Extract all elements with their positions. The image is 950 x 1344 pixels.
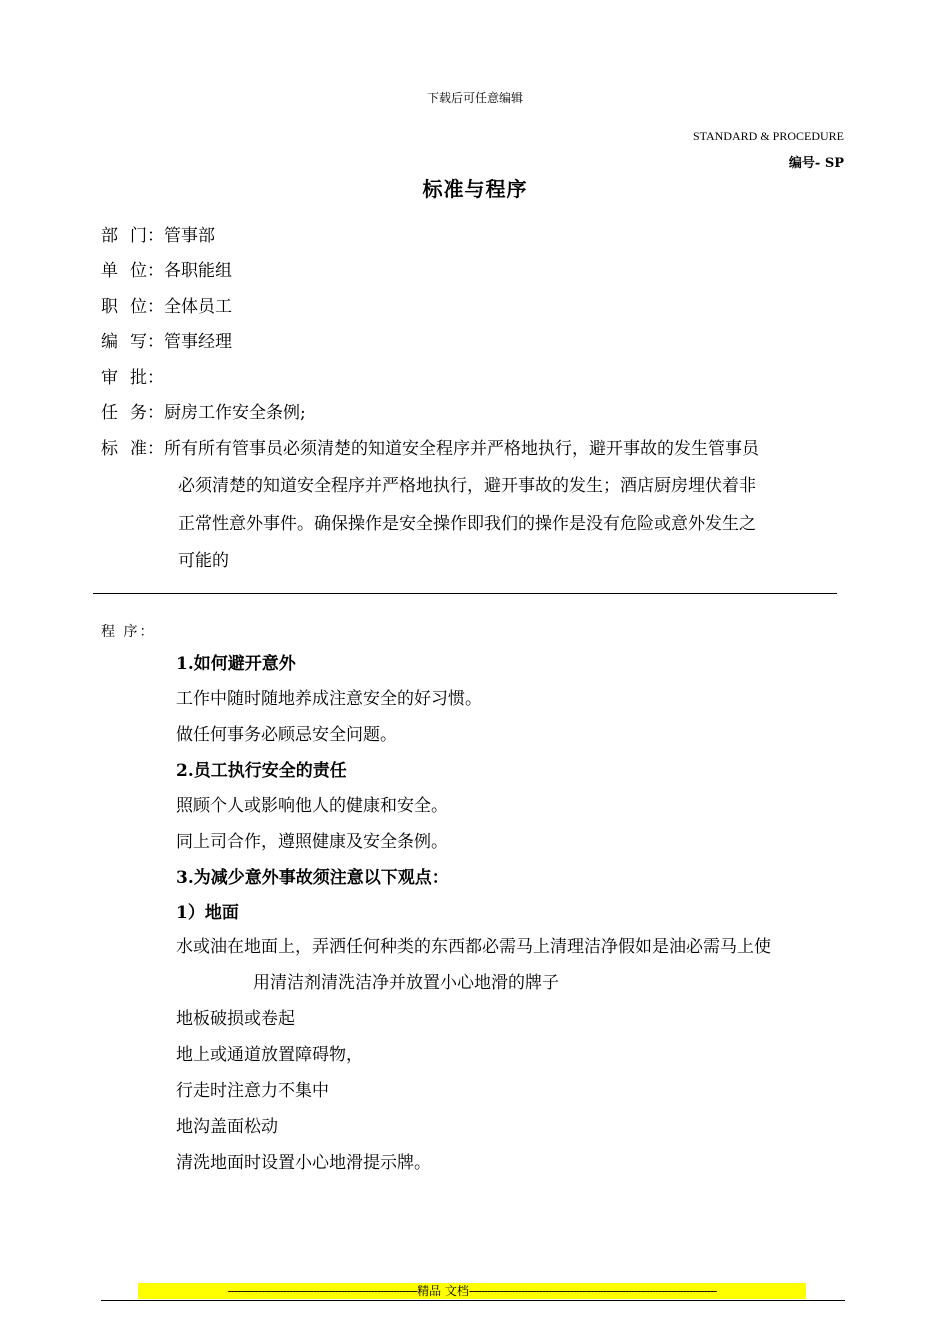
field-colon: ： bbox=[147, 226, 164, 246]
field-label: 部门 bbox=[101, 226, 147, 246]
field-position bbox=[101, 295, 232, 319]
footer-dashes-left: -------------------------------------------------------------- bbox=[227, 1284, 418, 1298]
procedure-line: 照顾个人或影响他人的健康和安全。 bbox=[176, 796, 448, 816]
procedure-line: 清洗地面时设置小心地滑提示牌。 bbox=[176, 1153, 431, 1173]
procedure-heading: 3.为减少意外事故须注意以下观点： bbox=[176, 868, 449, 888]
field-label: 职位 bbox=[101, 297, 147, 317]
field-label: 任务 bbox=[101, 403, 147, 423]
top-note: 下载后可任意编辑 bbox=[426, 91, 523, 105]
field-value: 各职能组 bbox=[164, 261, 232, 281]
procedure-line: 工作中随时随地养成注意安全的好习惯。 bbox=[176, 689, 482, 709]
field-value: 厨房工作安全条例; bbox=[164, 403, 306, 423]
field-label: 编写 bbox=[101, 332, 147, 352]
procedure-heading: 2.员工执行安全的责任 bbox=[176, 761, 347, 781]
field-colon: ： bbox=[147, 403, 164, 423]
field-standard bbox=[101, 437, 759, 461]
standard-line: 可能的 bbox=[178, 551, 229, 571]
field-unit bbox=[101, 259, 232, 283]
procedure-heading: 1）地面 bbox=[176, 903, 239, 923]
document-title: 标准与程序 bbox=[422, 177, 528, 201]
field-colon: ： bbox=[147, 439, 164, 459]
procedure-label: 程 序： bbox=[101, 624, 156, 640]
footer-text: 精品 文档 bbox=[417, 1284, 469, 1298]
field-task bbox=[101, 401, 306, 425]
footer-dashes-right: --------------------------------------------------------------------------------- bbox=[468, 1284, 717, 1298]
standard-line: 必须清楚的知道安全程序并严格地执行，避开事故的发生；酒店厨房埋伏着非 bbox=[178, 476, 756, 496]
procedure-line: 行走时注意力不集中 bbox=[176, 1081, 329, 1101]
procedure-line: 做任何事务必顾忌安全问题。 bbox=[176, 725, 397, 745]
standard-line: 正常性意外事件。确保操作是安全操作即我们的操作是没有危险或意外发生之 bbox=[178, 514, 756, 534]
procedure-heading: 1.如何避开意外 bbox=[176, 654, 296, 674]
field-colon: ： bbox=[147, 261, 164, 281]
procedure-line: 水或油在地面上，弄洒任何种类的东西都必需马上清理洁净假如是油必需马上使 bbox=[176, 937, 771, 957]
procedure-line: 地沟盖面松动 bbox=[176, 1117, 278, 1137]
field-approval bbox=[101, 366, 164, 390]
field-colon: ： bbox=[147, 297, 164, 317]
standard-line: 所有所有管事员必须清楚的知道安全程序并严格地执行，避开事故的发生管事员 bbox=[164, 439, 759, 459]
field-label: 审批 bbox=[101, 368, 147, 388]
field-value: 全体员工 bbox=[164, 297, 232, 317]
procedure-line: 用清洁剂清洗洁净并放置小心地滑的牌子 bbox=[253, 973, 559, 993]
procedure-line: 地板破损或卷起 bbox=[176, 1009, 295, 1029]
code-number: 编号- SP bbox=[788, 156, 844, 171]
standard-procedure-label: STANDARD & PROCEDURE bbox=[692, 129, 844, 143]
footer-highlight bbox=[138, 1283, 806, 1299]
procedure-line: 地上或通道放置障碍物， bbox=[176, 1045, 363, 1065]
procedure-line: 同上司合作，遵照健康及安全条例。 bbox=[176, 832, 448, 852]
footer-divider bbox=[101, 1300, 845, 1301]
section-divider bbox=[93, 593, 837, 594]
field-colon: ： bbox=[147, 332, 164, 352]
field-department bbox=[101, 224, 215, 248]
field-value: 管事部 bbox=[164, 226, 215, 246]
field-label: 单位 bbox=[101, 261, 147, 281]
field-value: 管事经理 bbox=[164, 332, 232, 352]
field-author bbox=[101, 330, 232, 354]
field-label: 标准 bbox=[101, 439, 147, 459]
field-colon: ： bbox=[147, 368, 164, 388]
